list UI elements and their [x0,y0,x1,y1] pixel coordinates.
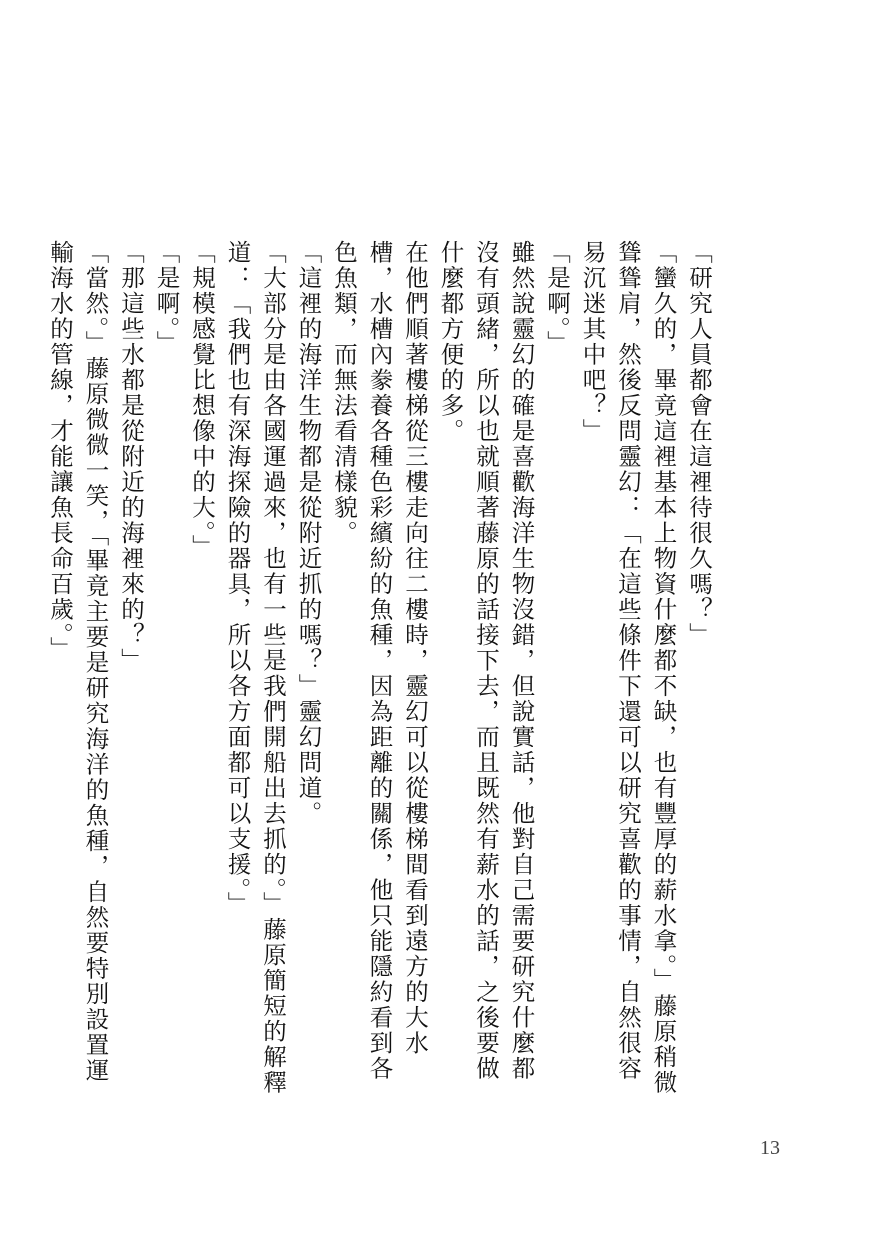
paragraph-5: 在他們順著樓梯從三樓走向往二樓時，靈幻可以從樓梯間看到遠方的大水槽，水槽內豢養各種色彩繽紛的魚種，因為距離的關係，他只能隱約看到各色魚類，而無法看清樣貌。 [330,240,429,1082]
paragraph-11: 「當然。」藤原微微一笑，「畢竟主要是研究海洋的魚種，自然要特別設置運輸海水的管線，才能讓魚長命百歲。」 [46,240,110,1084]
paragraph-2: 「蠻久的，畢竟這裡基本上物資什麼都不缺，也有豐厚的薪水拿。」藤原稍微聳聳肩，然後反問靈幻：「在這些條件下還可以研究喜歡的事情，自然很容易沉迷其中吧？」 [578,240,678,1096]
paragraph-10: 「那這些水都是從附近的海裡來的？」 [117,240,145,674]
paragraph-1: 「研究人員都會在這裡待很久嗎？」 [685,240,713,648]
paragraph-9: 「是啊。」 [152,240,181,356]
page-number: 13 [760,1137,780,1159]
paragraph-6: 「這裡的海洋生物都是從附近抓的嗎？」靈幻問道。 [294,240,323,827]
paragraph-4: 雖然說靈幻的確是喜歡海洋生物沒錯，但說實話，他對自己需要研究什麼都沒有頭緒，所以也就順著藤原的話接下去，而且既然有薪水的話，之後要做什麼都方便的多。 [436,240,536,1082]
paragraph-8: 「規模感覺比想像中的大。」 [188,240,216,560]
paragraph-3: 「是啊。」 [543,240,571,356]
paragraph-7: 「大部分是由各國運過來，也有一些是我們開船出去抓的。」藤原簡短的解釋道：「我們也有深海探險的器具，所以各方面都可以支援。」 [223,240,287,1096]
vertical-text-body [42,240,717,1100]
